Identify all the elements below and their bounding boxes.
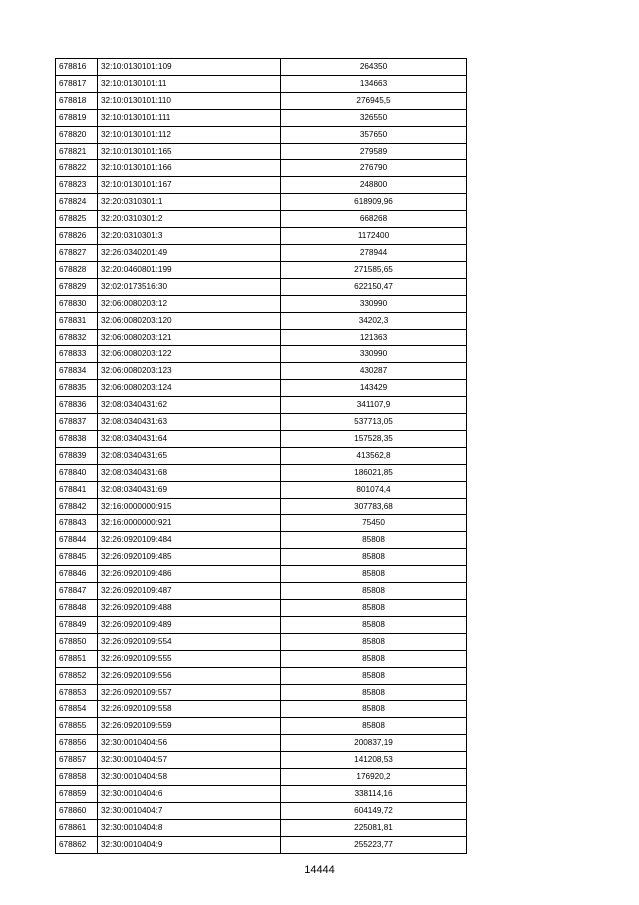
- table-row: [56, 160, 467, 177]
- row-id-cell: 678857: [56, 752, 98, 769]
- cadastral-number-cell: 32:30:0010404:56: [98, 735, 281, 752]
- row-id-cell: 678843: [56, 515, 98, 532]
- cadastral-value-cell: 248800: [281, 177, 467, 194]
- cadastral-value-cell: 618909,96: [281, 194, 467, 211]
- cadastral-value-cell: 85808: [281, 650, 467, 667]
- row-id-cell: 678822: [56, 160, 98, 177]
- row-id-cell: 678834: [56, 363, 98, 380]
- cadastral-number-cell: 32:10:0130101:110: [98, 92, 281, 109]
- table-row: [56, 667, 467, 684]
- cadastral-value-cell: 225081,81: [281, 819, 467, 836]
- cadastral-number-cell: 32:26:0920109:554: [98, 633, 281, 650]
- cadastral-number-cell: 32:20:0310301:1: [98, 194, 281, 211]
- row-id-cell: 678819: [56, 109, 98, 126]
- table-row: [56, 346, 467, 363]
- cadastral-number-cell: 32:06:0080203:120: [98, 312, 281, 329]
- table-row: [56, 75, 467, 92]
- table-row: [56, 549, 467, 566]
- table-row: [56, 532, 467, 549]
- cadastral-value-cell: 264350: [281, 59, 467, 76]
- cadastral-number-cell: 32:26:0920109:556: [98, 667, 281, 684]
- table-row: [56, 430, 467, 447]
- row-id-cell: 678818: [56, 92, 98, 109]
- table-row: [56, 177, 467, 194]
- cadastral-number-cell: 32:26:0920109:485: [98, 549, 281, 566]
- cadastral-value-cell: 134663: [281, 75, 467, 92]
- cadastral-number-cell: 32:10:0130101:109: [98, 59, 281, 76]
- row-id-cell: 678859: [56, 785, 98, 802]
- cadastral-number-cell: 32:06:0080203:123: [98, 363, 281, 380]
- table-row: [56, 312, 467, 329]
- cadastral-value-cell: 85808: [281, 684, 467, 701]
- table-row: [56, 59, 467, 76]
- row-id-cell: 678854: [56, 701, 98, 718]
- cadastral-number-cell: 32:10:0130101:112: [98, 126, 281, 143]
- row-id-cell: 678816: [56, 59, 98, 76]
- cadastral-number-cell: 32:10:0130101:165: [98, 143, 281, 160]
- row-id-cell: 678841: [56, 481, 98, 498]
- cadastral-value-cell: 276790: [281, 160, 467, 177]
- table-row: [56, 414, 467, 431]
- row-id-cell: 678840: [56, 464, 98, 481]
- table-row: [56, 684, 467, 701]
- table-row: [56, 650, 467, 667]
- cadastral-value-cell: 430287: [281, 363, 467, 380]
- cadastral-value-cell: 255223,77: [281, 836, 467, 853]
- cadastral-value-cell: 279589: [281, 143, 467, 160]
- cadastral-number-cell: 32:08:0340431:62: [98, 397, 281, 414]
- row-id-cell: 678861: [56, 819, 98, 836]
- table-row: [56, 836, 467, 853]
- cadastral-value-cell: 326550: [281, 109, 467, 126]
- cadastral-value-cell: 413562,8: [281, 447, 467, 464]
- row-id-cell: 678842: [56, 498, 98, 515]
- table-row: [56, 633, 467, 650]
- row-id-cell: 678844: [56, 532, 98, 549]
- cadastral-value-cell: 668268: [281, 211, 467, 228]
- row-id-cell: 678827: [56, 244, 98, 261]
- cadastral-number-cell: 32:20:0310301:3: [98, 228, 281, 245]
- table-row: [56, 447, 467, 464]
- table-row: [56, 464, 467, 481]
- cadastral-number-cell: 32:06:0080203:121: [98, 329, 281, 346]
- table-row: [56, 802, 467, 819]
- cadastral-number-cell: 32:08:0340431:69: [98, 481, 281, 498]
- cadastral-number-cell: 32:08:0340431:68: [98, 464, 281, 481]
- cadastral-value-cell: 307783,68: [281, 498, 467, 515]
- cadastral-value-cell: 85808: [281, 633, 467, 650]
- row-id-cell: 678839: [56, 447, 98, 464]
- cadastral-value-cell: 801074,4: [281, 481, 467, 498]
- row-id-cell: 678849: [56, 616, 98, 633]
- row-id-cell: 678825: [56, 211, 98, 228]
- cadastral-number-cell: 32:10:0130101:167: [98, 177, 281, 194]
- cadastral-number-cell: 32:06:0080203:124: [98, 380, 281, 397]
- cadastral-number-cell: 32:30:0010404:6: [98, 785, 281, 802]
- cadastral-number-cell: 32:06:0080203:122: [98, 346, 281, 363]
- cadastral-number-cell: 32:26:0920109:557: [98, 684, 281, 701]
- row-id-cell: 678821: [56, 143, 98, 160]
- row-id-cell: 678824: [56, 194, 98, 211]
- cadastral-number-cell: 32:26:0920109:555: [98, 650, 281, 667]
- cadastral-number-cell: 32:26:0920109:488: [98, 600, 281, 617]
- cadastral-number-cell: 32:16:0000000:921: [98, 515, 281, 532]
- cadastral-value-cell: 330990: [281, 295, 467, 312]
- cadastral-value-cell: 85808: [281, 549, 467, 566]
- table-row: [56, 481, 467, 498]
- row-id-cell: 678856: [56, 735, 98, 752]
- cadastral-number-cell: 32:16:0000000:915: [98, 498, 281, 515]
- row-id-cell: 678852: [56, 667, 98, 684]
- row-id-cell: 678835: [56, 380, 98, 397]
- row-id-cell: 678830: [56, 295, 98, 312]
- cadastral-number-cell: 32:06:0080203:12: [98, 295, 281, 312]
- cadastral-number-cell: 32:08:0340431:65: [98, 447, 281, 464]
- table-row: [56, 126, 467, 143]
- row-id-cell: 678858: [56, 769, 98, 786]
- cadastral-number-cell: 32:30:0010404:8: [98, 819, 281, 836]
- cadastral-value-cell: 176920,2: [281, 769, 467, 786]
- cadastral-number-cell: 32:26:0920109:487: [98, 583, 281, 600]
- table-row: [56, 194, 467, 211]
- cadastral-number-cell: 32:10:0130101:11: [98, 75, 281, 92]
- cadastral-number-cell: 32:30:0010404:7: [98, 802, 281, 819]
- cadastral-number-cell: 32:26:0920109:489: [98, 616, 281, 633]
- cadastral-value-cell: 85808: [281, 701, 467, 718]
- cadastral-number-cell: 32:08:0340431:63: [98, 414, 281, 431]
- cadastral-value-cell: 341107,9: [281, 397, 467, 414]
- row-id-cell: 678817: [56, 75, 98, 92]
- cadastral-value-cell: 537713,05: [281, 414, 467, 431]
- cadastral-number-cell: 32:20:0460801:199: [98, 261, 281, 278]
- cadastral-number-cell: 32:20:0310301:2: [98, 211, 281, 228]
- cadastral-value-cell: 85808: [281, 532, 467, 549]
- row-id-cell: 678826: [56, 228, 98, 245]
- row-id-cell: 678850: [56, 633, 98, 650]
- row-id-cell: 678847: [56, 583, 98, 600]
- cadastral-value-cell: 85808: [281, 583, 467, 600]
- row-id-cell: 678855: [56, 718, 98, 735]
- table-body: [56, 59, 467, 854]
- table-row: [56, 600, 467, 617]
- table-row: [56, 109, 467, 126]
- cadastral-number-cell: 32:26:0920109:486: [98, 566, 281, 583]
- row-id-cell: 678833: [56, 346, 98, 363]
- table-row: [56, 769, 467, 786]
- row-id-cell: 678823: [56, 177, 98, 194]
- row-id-cell: 678828: [56, 261, 98, 278]
- cadastral-number-cell: 32:10:0130101:166: [98, 160, 281, 177]
- cadastral-value-cell: 85808: [281, 718, 467, 735]
- cadastral-value-cell: 622150,47: [281, 278, 467, 295]
- table-row: [56, 278, 467, 295]
- table-row: [56, 261, 467, 278]
- cadastral-number-cell: 32:02:0173516:30: [98, 278, 281, 295]
- row-id-cell: 678820: [56, 126, 98, 143]
- table-row: [56, 718, 467, 735]
- table-row: [56, 566, 467, 583]
- cadastral-number-cell: 32:08:0340431:64: [98, 430, 281, 447]
- cadastral-value-cell: 357650: [281, 126, 467, 143]
- cadastral-value-cell: 85808: [281, 616, 467, 633]
- cadastral-number-cell: 32:30:0010404:9: [98, 836, 281, 853]
- cadastral-number-cell: 32:30:0010404:58: [98, 769, 281, 786]
- row-id-cell: 678831: [56, 312, 98, 329]
- cadastral-value-cell: 85808: [281, 667, 467, 684]
- row-id-cell: 678851: [56, 650, 98, 667]
- cadastral-value-cell: 330990: [281, 346, 467, 363]
- cadastral-value-cell: 141208,53: [281, 752, 467, 769]
- row-id-cell: 678845: [56, 549, 98, 566]
- cadastral-number-cell: 32:10:0130101:111: [98, 109, 281, 126]
- row-id-cell: 678838: [56, 430, 98, 447]
- table-row: [56, 515, 467, 532]
- row-id-cell: 678853: [56, 684, 98, 701]
- table-row: [56, 92, 467, 109]
- cadastral-value-cell: 121363: [281, 329, 467, 346]
- cadastral-value-cell: 276945,5: [281, 92, 467, 109]
- table-row: [56, 819, 467, 836]
- cadastral-value-cell: 143429: [281, 380, 467, 397]
- row-id-cell: 678837: [56, 414, 98, 431]
- table-row: [56, 397, 467, 414]
- cadastral-number-cell: 32:26:0340201:49: [98, 244, 281, 261]
- row-id-cell: 678829: [56, 278, 98, 295]
- table-row: [56, 211, 467, 228]
- cadastral-value-cell: 85808: [281, 566, 467, 583]
- table-row: [56, 616, 467, 633]
- cadastral-value-cell: 200837,19: [281, 735, 467, 752]
- row-id-cell: 678846: [56, 566, 98, 583]
- cadastral-number-cell: 32:26:0920109:484: [98, 532, 281, 549]
- cadastral-value-cell: 271585,65: [281, 261, 467, 278]
- table-row: [56, 735, 467, 752]
- row-id-cell: 678860: [56, 802, 98, 819]
- table-row: [56, 363, 467, 380]
- row-id-cell: 678862: [56, 836, 98, 853]
- cadastral-value-cell: 34202,3: [281, 312, 467, 329]
- cadastral-value-cell: 75450: [281, 515, 467, 532]
- cadastral-value-table: [55, 58, 467, 854]
- table-row: [56, 583, 467, 600]
- cadastral-number-cell: 32:26:0920109:559: [98, 718, 281, 735]
- cadastral-number-cell: 32:26:0920109:558: [98, 701, 281, 718]
- table-row: [56, 380, 467, 397]
- table-row: [56, 244, 467, 261]
- table-row: [56, 295, 467, 312]
- table-row: [56, 752, 467, 769]
- cadastral-value-cell: 186021,85: [281, 464, 467, 481]
- cadastral-value-cell: 85808: [281, 600, 467, 617]
- row-id-cell: 678836: [56, 397, 98, 414]
- table-row: [56, 701, 467, 718]
- row-id-cell: 678848: [56, 600, 98, 617]
- cadastral-value-cell: 157528,35: [281, 430, 467, 447]
- table-row: [56, 143, 467, 160]
- row-id-cell: 678832: [56, 329, 98, 346]
- table-row: [56, 498, 467, 515]
- table-row: [56, 228, 467, 245]
- cadastral-value-cell: 338114,16: [281, 785, 467, 802]
- table-row: [56, 785, 467, 802]
- cadastral-number-cell: 32:30:0010404:57: [98, 752, 281, 769]
- cadastral-value-cell: 1172400: [281, 228, 467, 245]
- table-row: [56, 329, 467, 346]
- cadastral-value-cell: 278944: [281, 244, 467, 261]
- page-number: 14444: [304, 864, 335, 876]
- cadastral-value-cell: 604149,72: [281, 802, 467, 819]
